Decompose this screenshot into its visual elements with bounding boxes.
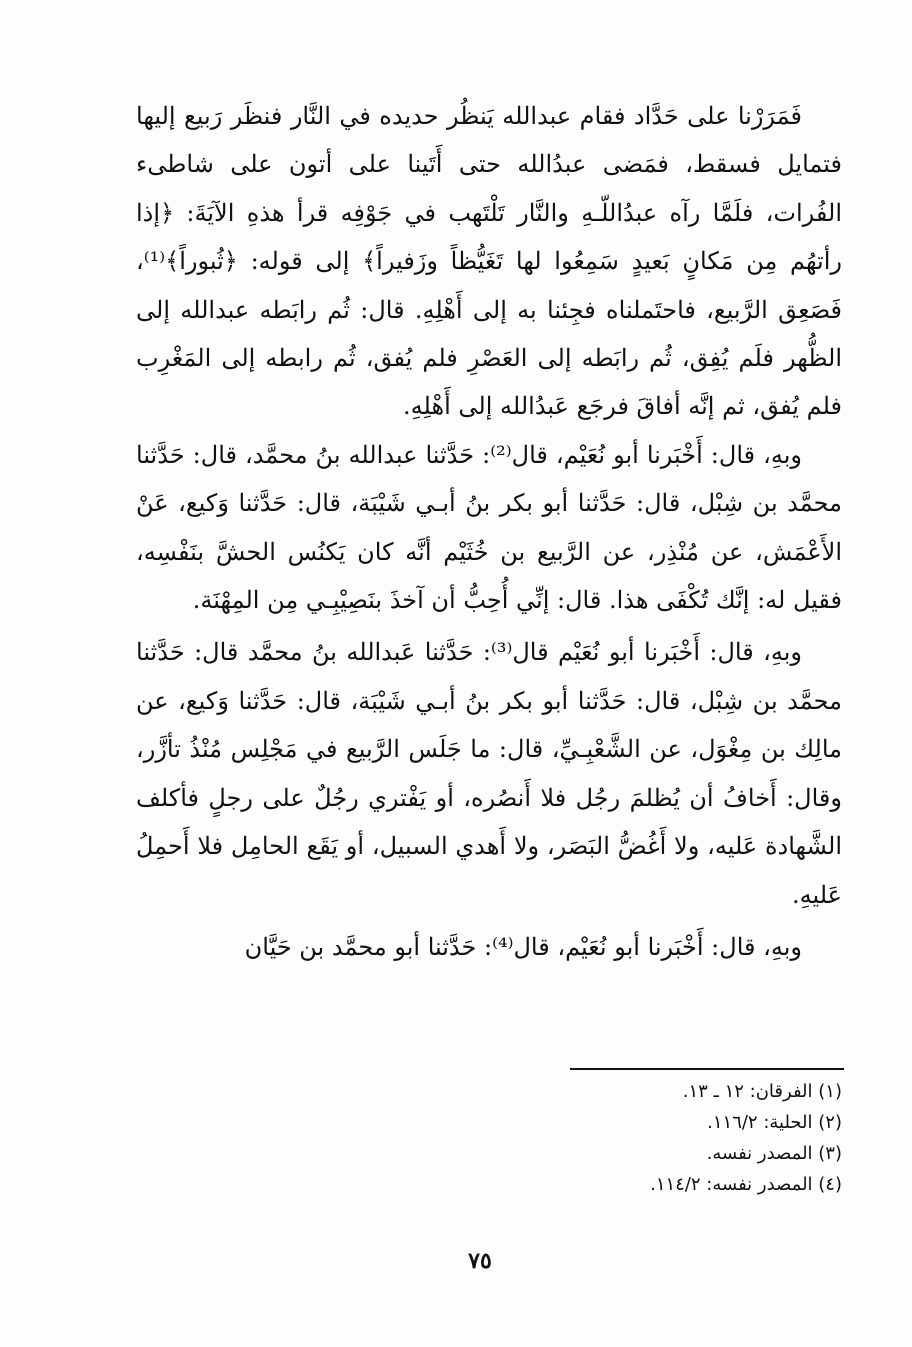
footnote-3: (٣) المصدر نفسه.: [706, 1143, 842, 1164]
paragraph-3: وبهِ، قال: أَخْبَرنا أبو نُعَيْم قال⁽³⁾: حَدَّثنا عَبدالله بنُ محمَّد قال: حَدَّثنا محمَّد بن شِبْل، قال: حَدَّثنا أبو بكر بنُ أبـي شَيْبَة، قال: حَدَّثنا وَكيع، عن مالِك بن مِغْوَل، عن الشَّعْبِـيِّ، قال: ما جَلَس الرَّبيع في مَجْلِس مُنْذُ تأزَّر، وقال: أَخافُ أن يُظلمَ رجُل فلا أَنصُره، أو يَفْتري رجُلٌ على رجلٍ فأكلف الشَّهادة عَليه، ولا أَغُضُّ البَصَر، ولا أَهدي السبيل، أو يَقَع الحامِل فلا أَحمِلُ عَليهِ.: [136, 638, 842, 909]
footnote-separator: [570, 1068, 844, 1070]
paragraph-1: فَمَرَرْنا على حَدَّاد فقام عبدالله يَنظُر حديده في النَّار فنظَر رَبيع إليها فتمايل فسقط، فمَضى عبدُالله حتى أَتَينا على أتون على شاطىء الفُرات، فلَمَّا رآه عبدُاللّـهِ والنَّار تَلْتَهب في جَوْفِه قرأ هذهِ الآيَةَ: ﴿إذا رأتهُم مِن مَكانٍ بَعيدٍ سَمِعُوا لها تَغَيُّظاً وزَفيراً﴾ إلى قوله: ﴿ثُبوراً﴾⁽¹⁾، فَصَعِق الرَّبيع، فاحتَملناه فجِئنا به إلى أَهْلِهِ. قال: ثُم رابَطه عبدالله إلى الظُّهر فلَم يُفِق، ثُم رابَطه إلى العَصْرِ فلم يُفق، ثُم رابطه إلى المَغْرِب فلم يُفق، ثم إنَّه أفاقَ فرجَع عَبدُالله إلى أَهْلِهِ.: [136, 102, 842, 421]
page-number: ٧٥: [468, 1248, 492, 1274]
footnotes: [520, 1076, 842, 1200]
paragraph-2: وبهِ، قال: أَخْبَرنا أبو نُعَيْم، قال⁽²⁾: حَدَّثنا عبدالله بنُ محمَّد، قال: حَدَّثنا محمَّد بن شِبْل، قال: حَدَّثنا أبو بكر بنُ أبـي شَيْبَة، قال: حَدَّثنا وَكيع، عَنْ الأَعْمَش، عن مُنْذِر، عن الرَّبيع بن خُثَيْم أنَّه كان يَكنُس الحشَّ بنَفْسِه، فقيل له: إنَّك تُكْفَى هذا. قال: إنِّي أُحِبُّ أن آخذَ بنَصِيْبِـي مِن المِهْنَة.: [136, 440, 842, 615]
main-text: [136, 92, 842, 971]
paragraph-4: وبهِ، قال: أَخْبَرنا أبو نُعَيْم، قال⁽⁴⁾: حَدَّثنا أبو محمَّد بن حَيَّان: [244, 932, 802, 961]
footnote-1: (١) الفرقان: ١٢ ـ ١٣.: [682, 1081, 842, 1102]
footnote-4: (٤) المصدر نفسه: ١١٤/٢.: [650, 1174, 842, 1195]
footnote-2: (٢) الحلية: ١١٦/٢.: [707, 1112, 842, 1133]
